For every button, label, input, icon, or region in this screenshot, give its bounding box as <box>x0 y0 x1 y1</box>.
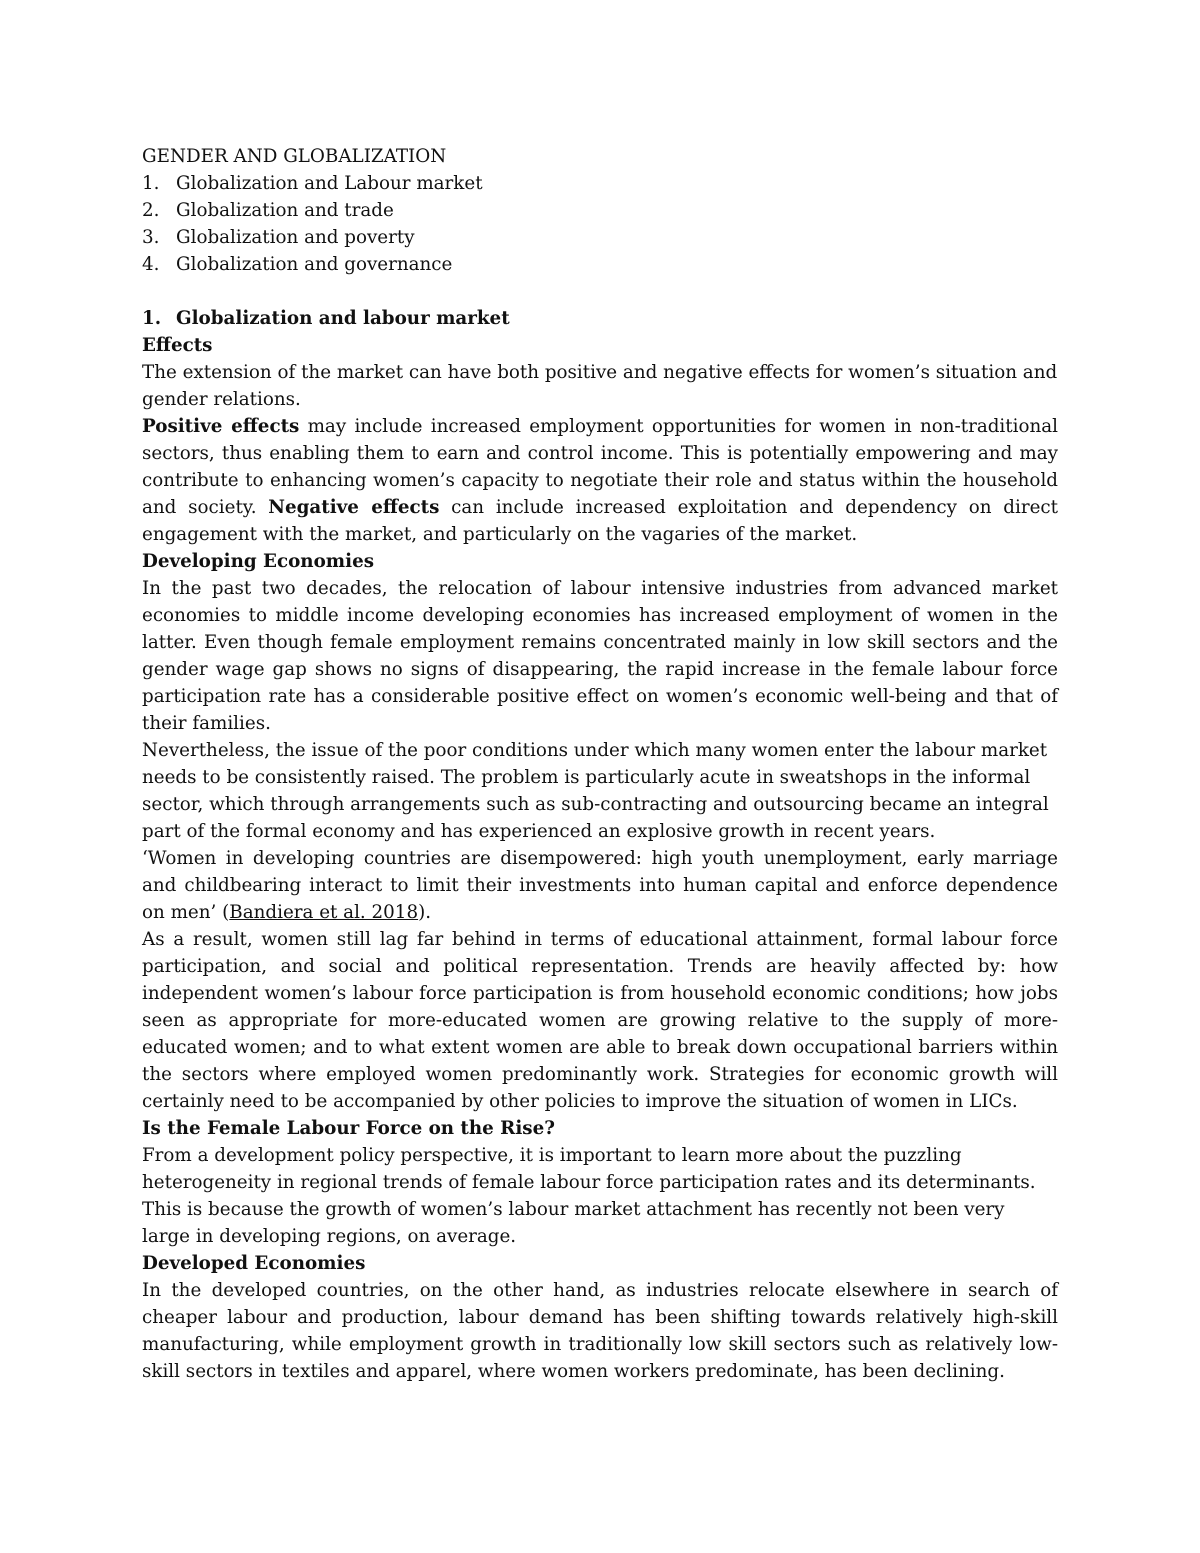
document-title: GENDER AND GLOBALIZATION <box>142 146 447 167</box>
quote-text: ‘Women in developing countries are disempowered: high youth unemployment, early marriage and childbearing interact to limit their investments into human capital and enforce dependence on men’ ( <box>142 848 1058 923</box>
topic-list-item <box>142 170 1058 197</box>
topic-label: Globalization and trade <box>176 200 394 221</box>
positive-effects-text: may include increased employment opportunities for women in non-traditional sectors, thus enabling them to earn and control income. This is potentially empowering and may contribute to enhancing women’s capacity to negotiate their role and status within the household and society. <box>142 416 1058 518</box>
negative-effects-label: Negative effects <box>268 497 440 518</box>
section-heading <box>142 305 1058 332</box>
rise-paragraph: From a development policy perspective, it is important to learn more about the puzzling heterogeneity in regional trends of female labour force participation rates and its determinants. This is because the growth of women’s labour market attachment has recently not been very large in developing regions, on average. <box>142 1145 1036 1247</box>
negative-effects-text: can include increased exploitation and dependency on direct engagement with the market, and particularly on the vagaries of the market. <box>142 497 1058 545</box>
developing-heading: Developing Economies <box>142 551 374 572</box>
citation-link[interactable]: Bandiera et al. 2018 <box>229 902 419 923</box>
topic-label: Globalization and Labour market <box>176 173 483 194</box>
quote-end: ). <box>418 902 432 923</box>
topic-label: Globalization and governance <box>176 254 453 275</box>
topic-list <box>142 170 1058 278</box>
topic-label: Globalization and poverty <box>176 227 415 248</box>
developing-paragraph-3: As a result, women still lag far behind in terms of educational attainment, formal labour force participation, and social and political representation. Trends are heavily affected by: how independent women’s labour force participation is from household economic conditions; how jobs seen as appropriate for more-educated women are growing relative to the supply of more-educated women; and to what extent women are able to break down occupational barriers within the sectors where employed women predominantly work. Strategies for economic growth will certainly need to be accompanied by other policies to improve the situation of women in LICs. <box>142 929 1058 1112</box>
developed-heading: Developed Economies <box>142 1253 366 1274</box>
topic-list-item <box>142 224 1058 251</box>
topic-number: 3. <box>142 227 160 248</box>
topic-list-item <box>142 197 1058 224</box>
topic-number: 1. <box>142 173 160 194</box>
positive-effects-label: Positive effects <box>142 416 300 437</box>
document-page <box>142 143 1058 1385</box>
developing-quote <box>142 845 1058 926</box>
topic-number: 4. <box>142 254 160 275</box>
section-number: 1. <box>142 308 162 329</box>
topic-list-item <box>142 251 1058 278</box>
developing-paragraph-1: In the past two decades, the relocation of labour intensive industries from advanced market economies to middle income developing economies has increased employment of women in the latter. Even though female employment remains concentrated mainly in low skill sectors and the gender wage gap shows no signs of disappearing, the rapid increase in the female labour force participation rate has a considerable positive effect on women’s economic well-being and that of their families. <box>142 578 1058 734</box>
rise-heading: Is the Female Labour Force on the Rise? <box>142 1118 555 1139</box>
developing-paragraph-2: Nevertheless, the issue of the poor conditions under which many women enter the labour market needs to be consistently raised. The problem is particularly acute in sweatshops in the informal sector, which through arrangements such as sub-contracting and outsourcing became an integral part of the formal economy and has experienced an explosive growth in recent years. <box>142 740 1049 842</box>
topic-number: 2. <box>142 200 160 221</box>
effects-paragraph <box>142 413 1058 548</box>
effects-intro: The extension of the market can have both positive and negative effects for women’s situation and gender relations. <box>142 362 1058 410</box>
effects-heading: Effects <box>142 335 213 356</box>
section-title: Globalization and labour market <box>176 308 510 329</box>
developed-paragraph: In the developed countries, on the other hand, as industries relocate elsewhere in search of cheaper labour and production, labour demand has been shifting towards relatively high-skill manufacturing, while employment growth in traditionally low skill sectors such as relatively low-skill sectors in textiles and apparel, where women workers predominate, has been declining. <box>142 1280 1058 1382</box>
